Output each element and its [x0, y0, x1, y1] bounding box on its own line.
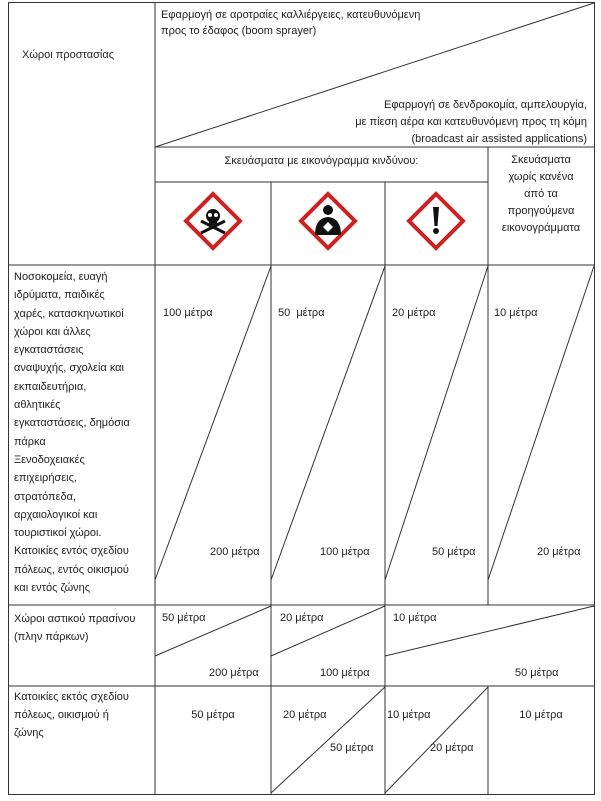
air-assisted-heading-line1: Εφαρμογή σε δενδροκομία, αμπελουργία, — [383, 99, 587, 111]
row-label-line: Κατοικίες εκτός σχεδίου — [14, 691, 129, 703]
boom-sprayer-heading-line1: Εφαρμογή σε αροτραίες καλλιέργειες, κατευθυνόμενη — [161, 9, 421, 21]
row-label-line: (πλην πάρκων) — [14, 631, 89, 643]
cell-distance-top: 10 μέτρα — [393, 612, 437, 624]
row-label-line: χώροι και άλλες — [14, 325, 91, 338]
row-label-line: Νοσοκομεία, ευαγή — [14, 271, 108, 283]
cell-distance-bottom: 100 μέτρα — [320, 667, 370, 679]
air-assisted-heading-line3: (broadcast air assisted applications) — [411, 133, 587, 145]
cell-distance-top: 20 μέτρα — [280, 612, 324, 624]
cell-distance-top: 10 μέτρα — [387, 709, 431, 721]
no-hazard-line: εικονογράμματα — [501, 222, 581, 234]
row-label-line: χαρές, κατασκηνωτικοί — [14, 307, 124, 320]
cell-distance-top: 50 μέτρα — [162, 612, 206, 624]
row-label-line: εγκαταστάσεις — [14, 344, 84, 357]
row-label-line: εκπαιδευτήρια, — [14, 380, 87, 393]
cell-distance-bottom: 20 μέτρα — [430, 742, 474, 754]
cell-distance: 10 μέτρα — [519, 709, 563, 721]
cell-distance-top: 20 μέτρα — [392, 307, 436, 319]
cell-distance-top: 10 μέτρα — [494, 307, 538, 319]
no-hazard-line: από τα — [524, 188, 558, 200]
cell-distance-bottom: 20 μέτρα — [537, 546, 581, 558]
row-3-label — [14, 688, 154, 742]
row-label-line: Ξενοδοχειακές — [14, 453, 85, 466]
row-label-line: επιχειρήσεις, — [14, 472, 77, 485]
exclamation-mark-icon — [406, 191, 466, 251]
no-hazard-line: Σκευάσματα — [511, 154, 571, 166]
cell-distance-top: 50 μέτρα — [278, 307, 325, 319]
cell-distance-bottom: 50 μέτρα — [330, 742, 374, 754]
row-2-label — [14, 610, 154, 646]
cell-distance-top: 20 μέτρα — [283, 709, 327, 721]
row-label-line: πόλεως, εντός οικισμού — [14, 563, 129, 576]
row-label-line: πόλεως, οικισμού ή — [14, 709, 109, 721]
health-hazard-icon — [298, 191, 358, 251]
cell-distance-bottom: 50 μέτρα — [432, 546, 476, 558]
row-1-label — [14, 268, 154, 597]
cell-distance-bottom: 100 μέτρα — [320, 546, 370, 558]
cell-distance: 50 μέτρα — [191, 709, 235, 721]
row-label-line: και εντός ζώνης — [14, 582, 91, 595]
air-assisted-heading-line2: με πίεση αέρα και κατευθυνόμενη προς τη κόμη — [355, 116, 587, 128]
row-label-line: εγκαταστάσεις, δημόσια — [14, 417, 130, 430]
no-hazard-label — [488, 152, 594, 237]
row-label-line: πάρκα — [14, 435, 46, 448]
boom-sprayer-heading-line2: προς το έδαφος (boom sprayer) — [161, 25, 317, 37]
row-label-line: αθλητικές — [14, 399, 61, 412]
row-label-line: τουριστικοί χώροι. — [14, 527, 102, 540]
no-hazard-line: προηγούμενα — [507, 205, 575, 217]
hazard-group-label: Σκευάσματα με εικονόγραμμα κινδύνου: — [224, 155, 419, 167]
row-label-line: ζώνης — [14, 727, 44, 739]
cell-distance-top: 100 μέτρα — [163, 307, 213, 319]
row-header-label: Χώροι προστασίας — [22, 49, 114, 61]
row-label-line: αναψυχής, σχολεία και — [14, 362, 124, 375]
row-label-line: αρχαιολογικοί και — [14, 508, 98, 521]
cell-distance-bottom: 200 μέτρα — [209, 667, 259, 679]
row-label-line: στρατόπεδα, — [14, 490, 77, 503]
cell-distance-bottom: 200 μέτρα — [210, 546, 260, 558]
no-hazard-line: χωρίς κανένα — [508, 171, 574, 183]
row-label-line: Κατοικίες εντός σχεδίου — [14, 545, 129, 558]
skull-crossbones-icon — [183, 191, 243, 251]
cell-distance-bottom: 50 μέτρα — [515, 667, 559, 679]
row-label-line: ιδρύματα, παιδικές — [14, 289, 105, 302]
row-label-line: Χώροι αστικού πρασίνου — [14, 613, 136, 625]
